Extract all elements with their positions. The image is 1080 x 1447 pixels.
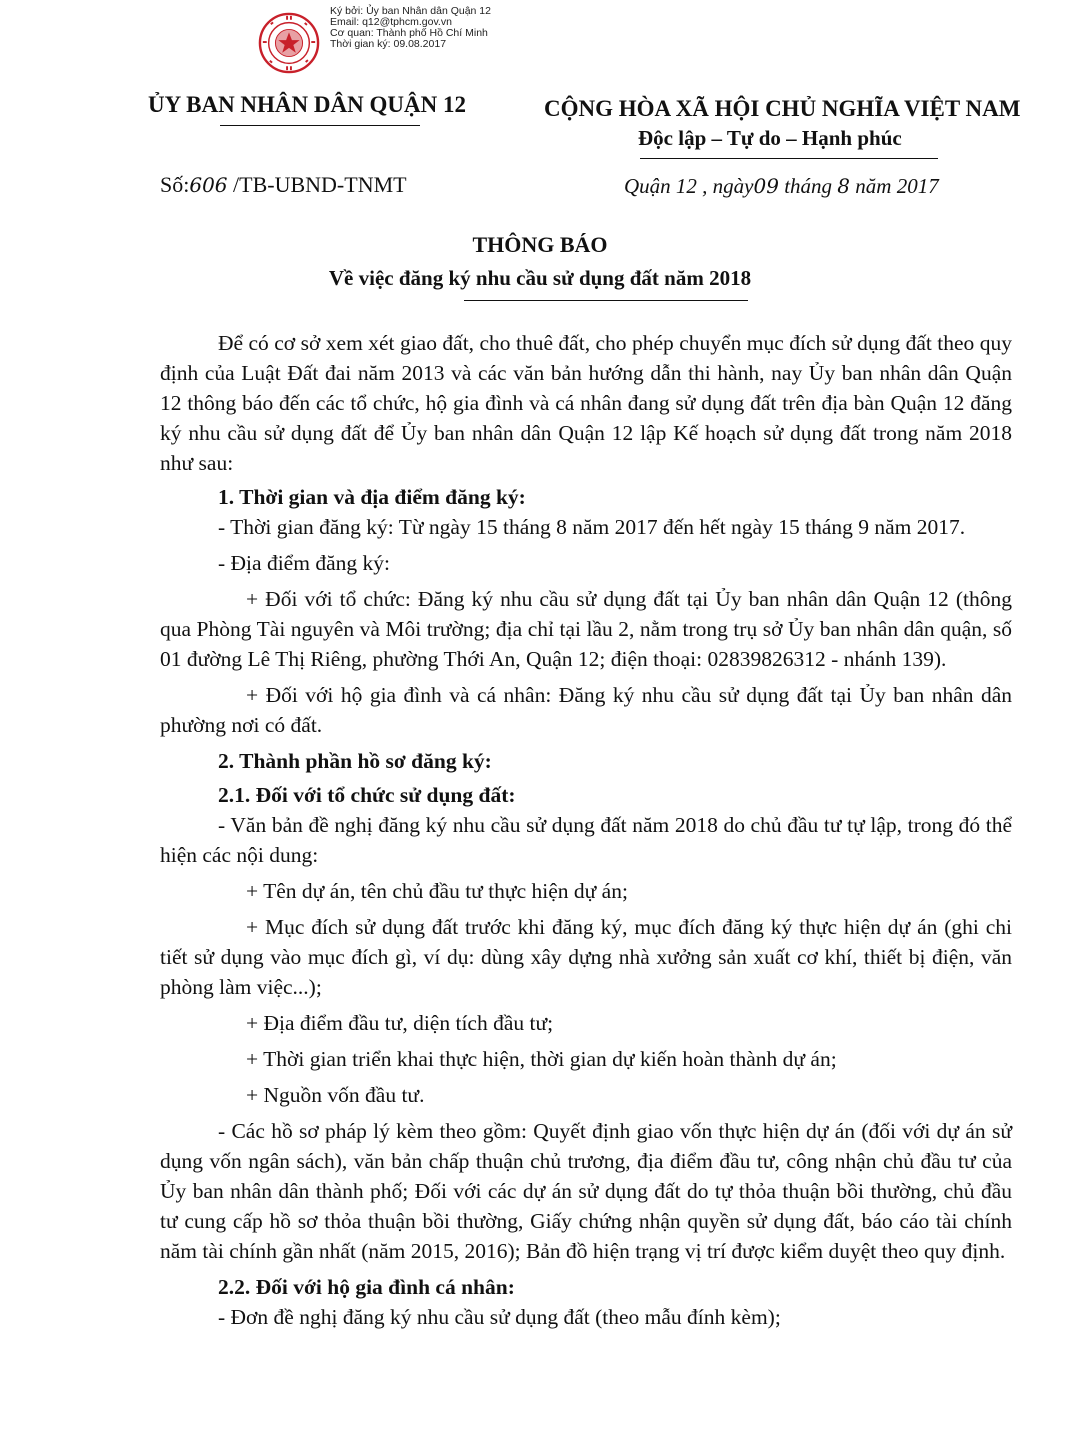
date-month: 8 <box>837 174 851 198</box>
document-number <box>160 172 407 198</box>
date-place: Quận 12 , ngày <box>624 174 754 198</box>
list-item: + Tên dự án, tên chủ đầu tư thực hiện dự án; <box>246 879 628 903</box>
household-request-form: - Đơn đề nghị đăng ký nhu cầu sử dụng đất (theo mẫu đính kèm); <box>218 1305 781 1329</box>
request-document: - Văn bản đề nghị đăng ký nhu cầu sử dụng đất năm 2018 do chủ đầu tư tự lập, trong đó thể hiện các nội dung: <box>160 813 1012 867</box>
doc-number-prefix: Số: <box>160 172 190 197</box>
section-1-heading: 1. Thời gian và địa điểm đăng ký: <box>218 485 526 509</box>
doc-number-handwritten: 606 <box>189 173 228 197</box>
doc-number-suffix: /TB-UBND-TNMT <box>233 172 407 197</box>
signature-details <box>330 6 510 50</box>
list-item: + Mục đích sử dụng đất trước khi đăng ký, mục đích đăng ký thực hiện dự án (ghi chi tiết sử dụng vào mục đích gì, ví dụ: dùng xây dựng nhà xưởng sản xuất cơ khí, thiết bị điện, văn phòng làm việc...); <box>160 915 1012 999</box>
list-item: + Nguồn vốn đầu tư. <box>246 1083 425 1107</box>
signed-by: Ký bởi: Ủy ban Nhân dân Quận 12 <box>330 5 491 17</box>
document-body <box>160 328 1012 1332</box>
state-emblem-seal-icon <box>258 12 320 74</box>
list-item: + Địa điểm đầu tư, diện tích đầu tư; <box>246 1011 554 1035</box>
issuing-agency: ỦY BAN NHÂN DÂN QUẬN 12 <box>148 92 466 117</box>
signature-email: Email: q12@tphcm.gov.vn <box>330 16 452 28</box>
intro-paragraph: Để có cơ sở xem xét giao đất, cho thuê đất, cho phép chuyển mục đích sử dụng đất theo quy định của Luật Đất đai năm 2013 và các văn bản hướng dẫn thi hành, nay Ủy ban nhân dân Quận 12 thông báo đến các tổ chức, hộ gia đình và cá nhân đang sử dụng đất trên địa bàn Quận 12 đăng ký nhu cầu sử dụng đất để Ủy ban nhân dân Quận 12 lập Kế hoạch sử dụng đất trong năm 2018 như sau: <box>160 331 1012 475</box>
registration-time: - Thời gian đăng ký: Từ ngày 15 tháng 8 năm 2017 đến hết ngày 15 tháng 9 năm 2017. <box>218 515 966 539</box>
document-subtitle: Về việc đăng ký nhu cầu sử dụng đất năm 2018 <box>328 266 752 290</box>
date-month-label: tháng <box>784 174 833 198</box>
date-day: 09 <box>753 174 779 198</box>
subtitle-underline <box>464 300 748 301</box>
motto-underline <box>640 158 938 159</box>
national-motto: Độc lập – Tự do – Hạnh phúc <box>638 126 902 150</box>
registration-place-households: + Đối với hộ gia đình và cá nhân: Đăng ký nhu cầu sử dụng đất tại Ủy ban nhân dân phường nơi có đất. <box>160 683 1012 737</box>
registration-place-organizations: + Đối với tổ chức: Đăng ký nhu cầu sử dụng đất tại Ủy ban nhân dân Quận 12 (thông qua Phòng Tài nguyên và Môi trường; địa chỉ tại lầu 2, nằm trong trụ sở Ủy ban nhân dân quận, số 01 đường Lê Thị Riêng, phường Thới An, Quận 12; điện thoại: 02839826312 - nhánh 139). <box>160 587 1012 671</box>
section-2-1-heading: 2.1. Đối với tổ chức sử dụng đất: <box>218 783 516 807</box>
list-item: + Thời gian triển khai thực hiện, thời gian dự kiến hoàn thành dự án; <box>246 1047 837 1071</box>
agency-underline <box>220 125 420 126</box>
document-date <box>624 174 939 199</box>
signature-agency: Cơ quan: Thành phố Hồ Chí Minh <box>330 27 488 39</box>
signature-time: Thời gian ký: 09.08.2017 <box>330 38 447 50</box>
document-title: THÔNG BÁO <box>472 232 608 257</box>
date-year: năm 2017 <box>855 174 939 198</box>
registration-place-label: - Địa điểm đăng ký: <box>218 551 390 575</box>
section-2-2-heading: 2.2. Đối với hộ gia đình cá nhân: <box>218 1275 515 1299</box>
national-title: CỘNG HÒA XÃ HỘI CHỦ NGHĨA VIỆT NAM <box>544 96 1021 121</box>
section-2-heading: 2. Thành phần hồ sơ đăng ký: <box>218 749 492 773</box>
digital-signature <box>258 6 510 74</box>
legal-documents: - Các hồ sơ pháp lý kèm theo gồm: Quyết định giao vốn thực hiện dự án (đối với dự án sử dụng vốn ngân sách), văn bản chấp thuận chủ trương, địa điểm đầu tư, công nhận chủ đầu tư của Ủy ban nhân dân thành phố; Đối với các dự án sử dụng đất do tự thỏa thuận bồi thường, chủ đầu tư cung cấp hồ sơ thỏa thuận bồi thường, Giấy chứng nhận quyền sử dụng đất, báo cáo tài chính năm tài chính gần nhất (năm 2015, 2016); Bản đồ hiện trạng vị trí được kiểm duyệt theo quy định. <box>160 1119 1012 1263</box>
